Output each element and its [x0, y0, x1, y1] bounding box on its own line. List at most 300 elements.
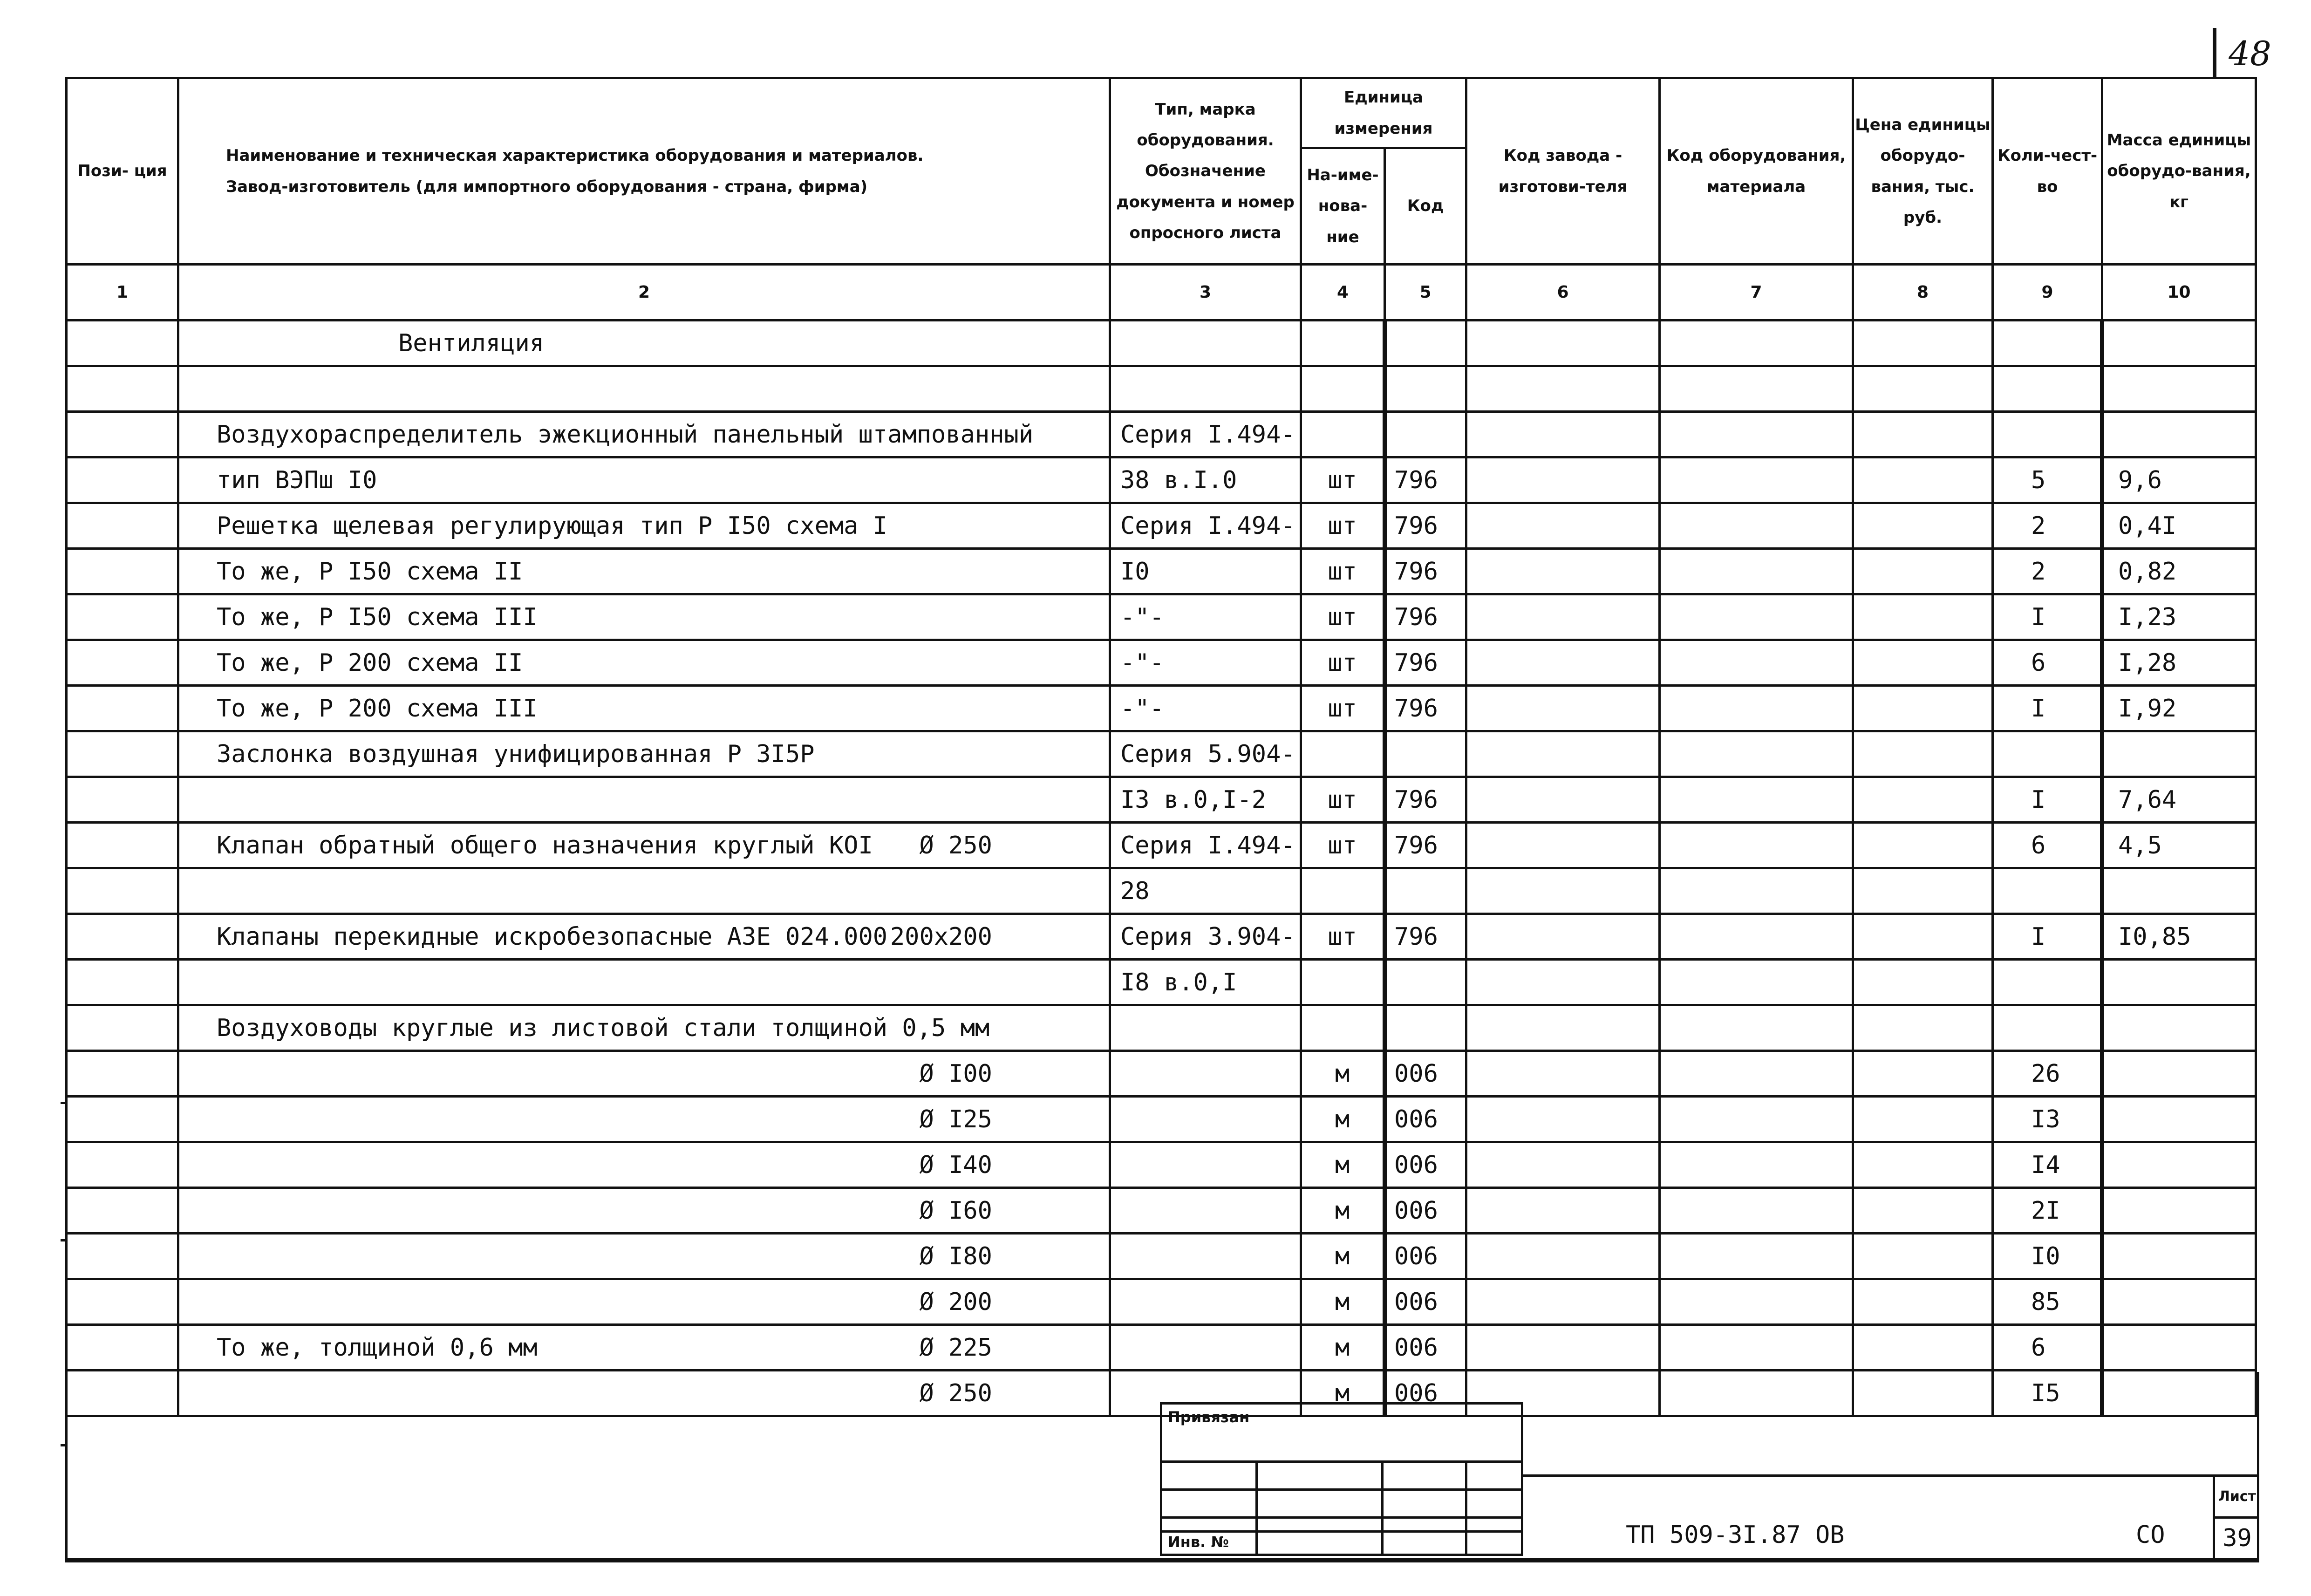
quantity-cell: 2I — [1993, 1188, 2102, 1234]
equipment-code-cell — [1660, 914, 1853, 960]
quantity-cell — [1993, 412, 2102, 457]
unit-code-cell: 796 — [1385, 823, 1466, 868]
plant-code-cell — [1466, 640, 1660, 686]
header-type: Тип, марка оборудования. Обозначение документа и номер опросного листа — [1110, 78, 1301, 265]
item-diameter: Ø 250 — [919, 831, 992, 859]
position-cell — [67, 868, 178, 914]
unit-code-cell: 796 — [1385, 777, 1466, 823]
equipment-code-cell — [1660, 1097, 1853, 1142]
unit-name-cell: м — [1301, 1097, 1385, 1142]
item-diameter: Ø 225 — [919, 1333, 992, 1362]
mass-cell — [2102, 731, 2256, 777]
quantity-cell: I5 — [1993, 1371, 2102, 1416]
name-cell — [178, 868, 1110, 914]
table-row — [67, 549, 2256, 594]
item-name: То же, Р 200 схема III — [217, 694, 538, 723]
item-diameter: Ø 250 — [919, 1379, 992, 1407]
equipment-code-cell — [1660, 1325, 1853, 1371]
position-cell — [67, 1188, 178, 1234]
item-name: тип ВЭПш I0 — [217, 466, 377, 494]
unit-code-cell: 796 — [1385, 549, 1466, 594]
unit-name-cell: шт — [1301, 549, 1385, 594]
price-cell — [1853, 731, 1993, 777]
position-cell — [67, 594, 178, 640]
equipment-code-cell — [1660, 1234, 1853, 1279]
quantity-cell: 2 — [1993, 503, 2102, 549]
name-cell — [178, 686, 1110, 731]
stamp-rule — [1381, 1460, 1384, 1554]
type-cell: I8 в.0,I — [1110, 960, 1301, 1005]
name-cell — [178, 1188, 1110, 1234]
type-cell — [1110, 1142, 1301, 1188]
equipment-code-cell — [1660, 777, 1853, 823]
type-cell: -"- — [1110, 686, 1301, 731]
quantity-cell — [1993, 731, 2102, 777]
item-name: Воздуховоды круглые из листовой стали толщиной 0,5 мм — [217, 1014, 990, 1042]
equipment-code-cell — [1660, 549, 1853, 594]
quantity-cell — [1993, 321, 2102, 366]
item-name: Решетка щелевая регулирующая тип Р I50 схема I — [217, 512, 888, 540]
unit-name-cell: м — [1301, 1325, 1385, 1371]
quantity-cell: 26 — [1993, 1051, 2102, 1097]
price-cell — [1853, 686, 1993, 731]
position-cell — [67, 457, 178, 503]
plant-code-cell — [1466, 1325, 1660, 1371]
name-cell — [178, 549, 1110, 594]
plant-code-cell — [1466, 549, 1660, 594]
name-cell — [178, 1142, 1110, 1188]
column-number: 8 — [1853, 265, 1993, 321]
quantity-cell — [1993, 960, 2102, 1005]
unit-name-cell: шт — [1301, 686, 1385, 731]
plant-code-cell — [1466, 1005, 1660, 1051]
equipment-code-cell — [1660, 412, 1853, 457]
mass-cell: I,23 — [2102, 594, 2256, 640]
table-row — [67, 1188, 2256, 1234]
quantity-cell: 2 — [1993, 549, 2102, 594]
item-diameter: Ø 200 — [919, 1288, 992, 1316]
price-cell — [1853, 1005, 1993, 1051]
position-cell — [67, 731, 178, 777]
plant-code-cell — [1466, 686, 1660, 731]
unit-name-cell: шт — [1301, 594, 1385, 640]
position-cell — [67, 960, 178, 1005]
quantity-cell: I0 — [1993, 1234, 2102, 1279]
unit-name-cell: шт — [1301, 914, 1385, 960]
equipment-code-cell — [1660, 1188, 1853, 1234]
item-name: Воздухораспределитель эжекционный панельный штампованный — [217, 420, 1034, 449]
mass-cell — [2102, 1279, 2256, 1325]
type-cell — [1110, 1005, 1301, 1051]
unit-code-cell: 796 — [1385, 457, 1466, 503]
name-cell — [178, 1005, 1110, 1051]
price-cell — [1853, 868, 1993, 914]
quantity-cell: 5 — [1993, 457, 2102, 503]
type-cell — [1110, 321, 1301, 366]
position-cell — [67, 1142, 178, 1188]
quantity-cell — [1993, 1005, 2102, 1051]
item-name: Заслонка воздушная унифицированная Р 3I5Р — [217, 740, 815, 768]
type-cell — [1110, 1051, 1301, 1097]
equipment-code-cell — [1660, 960, 1853, 1005]
sheet-box — [2213, 1477, 2259, 1558]
plant-code-cell — [1466, 731, 1660, 777]
item-diameter: Ø I60 — [919, 1196, 992, 1225]
price-cell — [1853, 1097, 1993, 1142]
table-row — [67, 457, 2256, 503]
unit-code-cell: 006 — [1385, 1097, 1466, 1142]
item-diameter: 200x200 — [890, 922, 992, 951]
unit-code-cell — [1385, 868, 1466, 914]
type-cell: I0 — [1110, 549, 1301, 594]
column-number: 4 — [1301, 265, 1385, 321]
item-name: То же, Р 200 схема II — [217, 648, 523, 677]
position-cell — [67, 1234, 178, 1279]
unit-code-cell: 796 — [1385, 686, 1466, 731]
type-cell: I3 в.0,I-2 — [1110, 777, 1301, 823]
plant-code-cell — [1466, 1234, 1660, 1279]
type-cell — [1110, 1097, 1301, 1142]
item-name: То же, Р I50 схема III — [217, 603, 538, 631]
column-number: 1 — [67, 265, 178, 321]
type-cell — [1110, 1188, 1301, 1234]
equipment-code-cell — [1660, 686, 1853, 731]
name-cell — [178, 960, 1110, 1005]
unit-name-cell: м — [1301, 1279, 1385, 1325]
name-cell — [178, 1325, 1110, 1371]
column-number: 6 — [1466, 265, 1660, 321]
unit-name-cell — [1301, 960, 1385, 1005]
plant-code-cell — [1466, 594, 1660, 640]
mass-cell — [2102, 321, 2256, 366]
item-name: То же, толщиной 0,6 мм — [217, 1333, 538, 1362]
plant-code-cell — [1466, 777, 1660, 823]
quantity-cell: I — [1993, 686, 2102, 731]
column-number: 9 — [1993, 265, 2102, 321]
specification-table — [65, 77, 2257, 1417]
type-cell: -"- — [1110, 640, 1301, 686]
position-cell — [67, 777, 178, 823]
table-row — [67, 503, 2256, 549]
position-cell — [67, 823, 178, 868]
stamp-inventory-label: Инв. № — [1168, 1533, 1229, 1551]
unit-code-cell: 796 — [1385, 594, 1466, 640]
item-diameter: Ø I25 — [919, 1105, 992, 1133]
plant-code-cell — [1466, 823, 1660, 868]
equipment-code-cell — [1660, 1005, 1853, 1051]
name-cell — [178, 594, 1110, 640]
mass-cell — [2102, 1051, 2256, 1097]
table-row — [67, 412, 2256, 457]
unit-name-cell — [1301, 731, 1385, 777]
unit-code-cell: 006 — [1385, 1371, 1466, 1416]
unit-name-cell — [1301, 366, 1385, 412]
quantity-cell: I — [1993, 594, 2102, 640]
item-name: То же, Р I50 схема II — [217, 557, 523, 586]
position-cell — [67, 549, 178, 594]
unit-name-cell: м — [1301, 1371, 1385, 1416]
table-row — [67, 1005, 2256, 1051]
plant-code-cell — [1466, 868, 1660, 914]
mass-cell: 0,82 — [2102, 549, 2256, 594]
table-row — [67, 1279, 2256, 1325]
name-cell — [178, 1097, 1110, 1142]
plant-code-cell — [1466, 914, 1660, 960]
column-numbers-row — [67, 265, 2256, 321]
mass-cell: 9,6 — [2102, 457, 2256, 503]
unit-name-cell: м — [1301, 1142, 1385, 1188]
section-code: СО — [2136, 1521, 2165, 1549]
price-cell — [1853, 503, 1993, 549]
plant-code-cell — [1466, 1279, 1660, 1325]
price-cell — [1853, 640, 1993, 686]
unit-code-cell: 006 — [1385, 1188, 1466, 1234]
name-cell — [178, 412, 1110, 457]
price-cell — [1853, 914, 1993, 960]
name-cell — [178, 640, 1110, 686]
type-cell: Серия I.494- — [1110, 503, 1301, 549]
sheet-number: 39 — [2222, 1524, 2252, 1552]
plant-code-cell — [1466, 412, 1660, 457]
table-row — [67, 1051, 2256, 1097]
unit-name-cell — [1301, 868, 1385, 914]
unit-code-cell — [1385, 321, 1466, 366]
type-cell — [1110, 1325, 1301, 1371]
sheet-label: Лист — [2215, 1477, 2259, 1519]
type-cell: Серия 3.904- — [1110, 914, 1301, 960]
unit-code-cell — [1385, 412, 1466, 457]
table-row — [67, 868, 2256, 914]
position-cell — [67, 321, 178, 366]
name-cell — [178, 823, 1110, 868]
unit-name-cell: шт — [1301, 777, 1385, 823]
unit-code-cell: 006 — [1385, 1142, 1466, 1188]
position-cell — [67, 640, 178, 686]
name-cell — [178, 503, 1110, 549]
equipment-code-cell — [1660, 1142, 1853, 1188]
equipment-code-cell — [1660, 640, 1853, 686]
name-cell — [178, 1279, 1110, 1325]
equipment-code-cell — [1660, 594, 1853, 640]
quantity-cell: I3 — [1993, 1097, 2102, 1142]
equipment-code-cell — [1660, 1279, 1853, 1325]
name-cell — [178, 366, 1110, 412]
equipment-code-cell — [1660, 868, 1853, 914]
type-cell: Серия 5.904- — [1110, 731, 1301, 777]
corner-divider — [2213, 28, 2216, 79]
unit-code-cell: 006 — [1385, 1325, 1466, 1371]
mass-cell: I,92 — [2102, 686, 2256, 731]
table-row — [67, 914, 2256, 960]
unit-code-cell — [1385, 1005, 1466, 1051]
column-number: 5 — [1385, 265, 1466, 321]
plant-code-cell — [1466, 1097, 1660, 1142]
unit-code-cell: 006 — [1385, 1279, 1466, 1325]
price-cell — [1853, 1142, 1993, 1188]
mass-cell — [2102, 1234, 2256, 1279]
header-price: Цена единицы оборудо-вания, тыс. руб. — [1853, 78, 1993, 265]
table-row — [67, 321, 2256, 366]
type-cell — [1110, 1279, 1301, 1325]
unit-name-cell — [1301, 412, 1385, 457]
mass-cell: 4,5 — [2102, 823, 2256, 868]
name-cell — [178, 457, 1110, 503]
price-cell — [1853, 549, 1993, 594]
header-quantity: Коли-чест-во — [1993, 78, 2102, 265]
quantity-cell: 6 — [1993, 640, 2102, 686]
price-cell — [1853, 823, 1993, 868]
price-cell — [1853, 1279, 1993, 1325]
price-cell — [1853, 1051, 1993, 1097]
column-number: 2 — [178, 265, 1110, 321]
table-row — [67, 1325, 2256, 1371]
unit-name-cell: шт — [1301, 503, 1385, 549]
price-cell — [1853, 777, 1993, 823]
price-cell — [1853, 457, 1993, 503]
table-row — [67, 731, 2256, 777]
stamp-rule — [1255, 1460, 1258, 1554]
column-number: 10 — [2102, 265, 2256, 321]
item-diameter: Ø I80 — [919, 1242, 992, 1270]
column-number: 3 — [1110, 265, 1301, 321]
price-cell — [1853, 366, 1993, 412]
quantity-cell: I4 — [1993, 1142, 2102, 1188]
unit-name-cell: шт — [1301, 823, 1385, 868]
plant-code-cell — [1466, 321, 1660, 366]
position-cell — [67, 1325, 178, 1371]
position-cell — [67, 1279, 178, 1325]
document-code: ТП 509-3I.87 ОВ — [1626, 1521, 1845, 1549]
mass-cell — [2102, 1097, 2256, 1142]
quantity-cell — [1993, 868, 2102, 914]
table-row — [67, 686, 2256, 731]
equipment-code-cell — [1660, 731, 1853, 777]
price-cell — [1853, 594, 1993, 640]
equipment-code-cell — [1660, 503, 1853, 549]
unit-code-cell: 796 — [1385, 640, 1466, 686]
price-cell — [1853, 412, 1993, 457]
mass-cell — [2102, 1005, 2256, 1051]
position-cell — [67, 1005, 178, 1051]
unit-code-cell: 796 — [1385, 503, 1466, 549]
header-position: Пози- ция — [67, 78, 178, 265]
quantity-cell: 6 — [1993, 1325, 2102, 1371]
table-row — [67, 366, 2256, 412]
type-cell: -"- — [1110, 594, 1301, 640]
table-row — [67, 823, 2256, 868]
type-cell: 28 — [1110, 868, 1301, 914]
name-cell — [178, 914, 1110, 960]
plant-code-cell — [1466, 960, 1660, 1005]
header-unit-name: На-име-нова-ние — [1301, 148, 1385, 265]
header-equipment-code: Код оборудования, материала — [1660, 78, 1853, 265]
price-cell — [1853, 1188, 1993, 1234]
plant-code-cell — [1466, 457, 1660, 503]
unit-name-cell: шт — [1301, 457, 1385, 503]
price-cell — [1853, 1234, 1993, 1279]
plant-code-cell — [1466, 503, 1660, 549]
quantity-cell: I — [1993, 914, 2102, 960]
quantity-cell: I — [1993, 777, 2102, 823]
equipment-code-cell — [1660, 366, 1853, 412]
item-name: Клапан обратный общего назначения круглый КОI — [217, 831, 873, 859]
unit-name-cell: м — [1301, 1188, 1385, 1234]
name-cell — [178, 1051, 1110, 1097]
table-row — [67, 1097, 2256, 1142]
position-cell — [67, 1097, 178, 1142]
table-row — [67, 777, 2256, 823]
margin-tick — [61, 1239, 67, 1241]
mass-cell: I,28 — [2102, 640, 2256, 686]
type-cell — [1110, 1234, 1301, 1279]
mass-cell: 7,64 — [2102, 777, 2256, 823]
position-cell — [67, 686, 178, 731]
plant-code-cell — [1466, 366, 1660, 412]
mass-cell — [2102, 1325, 2256, 1371]
equipment-code-cell — [1660, 457, 1853, 503]
title-block — [65, 1372, 2259, 1562]
header-name: Наименование и техническая характеристика оборудования и материалов. Завод-изготовитель (для импортного оборудования - страна, фирма) — [178, 78, 1110, 265]
equipment-code-cell — [1660, 823, 1853, 868]
quantity-cell — [1993, 366, 2102, 412]
header-unit-code: Код — [1385, 148, 1466, 265]
position-cell — [67, 366, 178, 412]
unit-code-cell: 796 — [1385, 914, 1466, 960]
mass-cell — [2102, 412, 2256, 457]
unit-code-cell — [1385, 960, 1466, 1005]
table-row — [67, 640, 2256, 686]
mass-cell: 0,4I — [2102, 503, 2256, 549]
name-cell — [178, 777, 1110, 823]
unit-code-cell — [1385, 366, 1466, 412]
unit-name-cell: м — [1301, 1051, 1385, 1097]
type-cell — [1110, 366, 1301, 412]
table-body — [67, 321, 2256, 1416]
position-cell — [67, 412, 178, 457]
position-cell — [67, 914, 178, 960]
table-row — [67, 1142, 2256, 1188]
stamp-bound-label: Привязан — [1168, 1408, 1250, 1426]
unit-name-cell — [1301, 321, 1385, 366]
unit-name-cell — [1301, 1005, 1385, 1051]
item-name: Клапаны перекидные искробезопасные АЗЕ 024.000 — [217, 922, 888, 951]
unit-code-cell: 006 — [1385, 1051, 1466, 1097]
header-mass: Масса единицы оборудо-вания, кг — [2102, 78, 2256, 265]
column-number: 7 — [1660, 265, 1853, 321]
header-plant-code: Код завода - изготови-теля — [1466, 78, 1660, 265]
page-number: 48 — [2229, 34, 2271, 73]
header-unit-group: Единица измерения — [1301, 78, 1466, 148]
mass-cell — [2102, 366, 2256, 412]
table-row — [67, 1234, 2256, 1279]
item-name: Вентиляция — [398, 329, 545, 357]
plant-code-cell — [1466, 1051, 1660, 1097]
name-cell — [178, 1234, 1110, 1279]
position-cell — [67, 1051, 178, 1097]
price-cell — [1853, 1325, 1993, 1371]
mass-cell — [2102, 960, 2256, 1005]
item-diameter: Ø I40 — [919, 1151, 992, 1179]
table-row — [67, 960, 2256, 1005]
type-cell: Серия I.494- — [1110, 412, 1301, 457]
equipment-code-cell — [1660, 1051, 1853, 1097]
item-diameter: Ø I00 — [919, 1059, 992, 1088]
mass-cell — [2102, 868, 2256, 914]
quantity-cell: 6 — [1993, 823, 2102, 868]
price-cell — [1853, 960, 1993, 1005]
mass-cell: I0,85 — [2102, 914, 2256, 960]
mass-cell — [2102, 1188, 2256, 1234]
